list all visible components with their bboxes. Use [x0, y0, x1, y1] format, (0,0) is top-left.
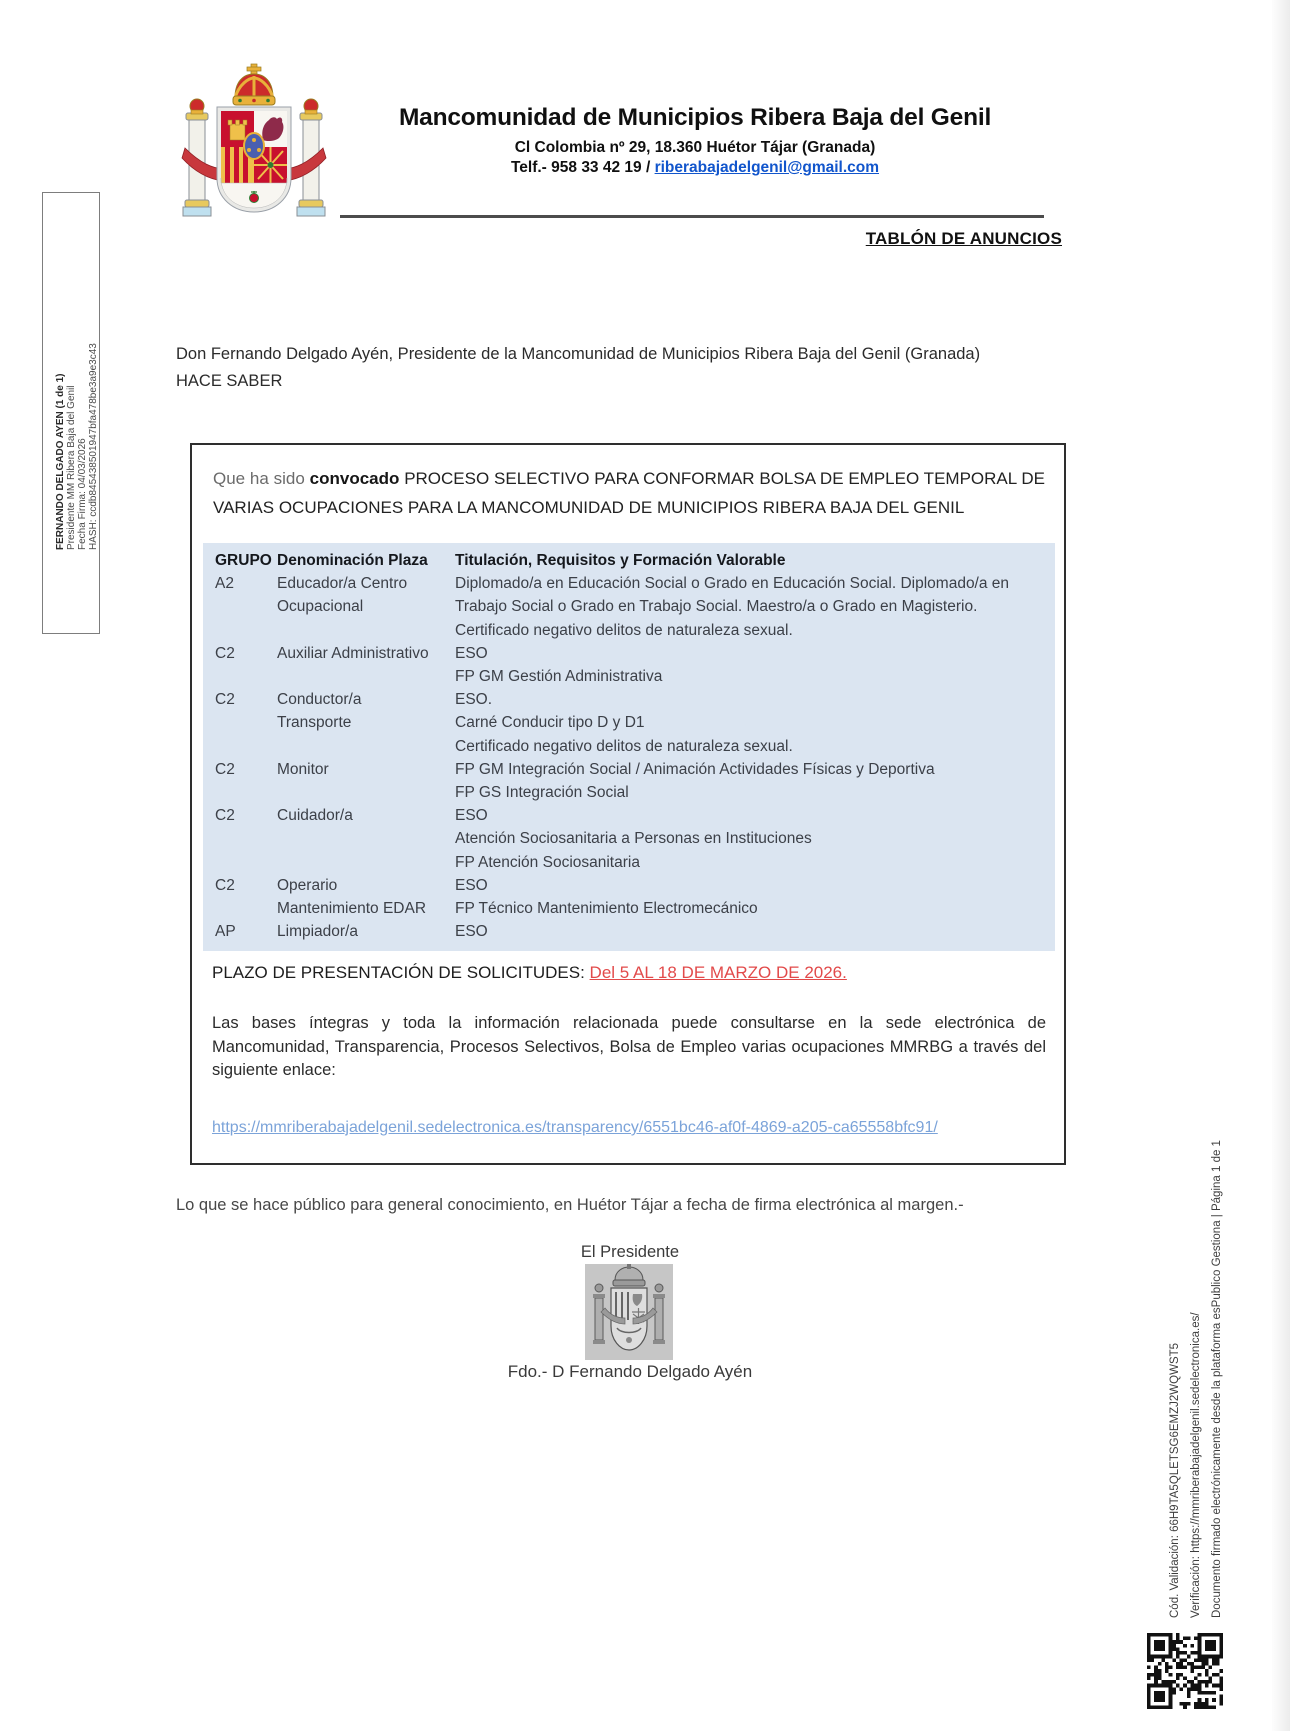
table-header-row: GRUPO Denominación Plaza Titulación, Requisitos y Formación Valorable: [215, 552, 786, 569]
table-row: C2 Monitor FP GM Integración Social / Animación Actividades Físicas y Deportiva FP GS Integración Social: [215, 760, 935, 802]
transparency-url-link[interactable]: https://mmriberabajadelgenil.sedelectronica.es/transparency/6551bc46-af0f-4869-a205-ca65558bfc91/: [212, 1119, 938, 1136]
stamp-coat-of-arms-icon: [585, 1264, 673, 1365]
validation-margin-text: [1165, 1093, 1228, 1618]
plazas-table: [203, 543, 1055, 951]
signature-date: Fecha Firma: 04/03/2026: [77, 438, 88, 550]
org-address: Cl Colombia nº 29, 18.360 Huétor Tájar (Granada): [514, 139, 876, 156]
qr-code: [1147, 1633, 1223, 1714]
verification-url: Verificación: https://mmriberabajadelgenil.sedelectronica.es/: [1190, 1312, 1202, 1618]
table-row: A2 Educador/a Centro Ocupacional Diplomado/a en Educación Social o Grado en Educación Social. Diplomado/a en Trabajo Social o Grado en Trabajo Social. Maestro/a o Grado en Magisterio. Certificado negativo delitos de naturaleza sexual.: [215, 575, 1010, 639]
notice-lead-rest: PROCESO SELECTIVO PARA CONFORMAR BOLSA DE EMPLEO TEMPORAL DE VARIAS OCUPACIONES PARA LA MANCOMUNIDAD DE MUNICIPIOS RIBERA BAJA DEL GENIL: [213, 469, 1045, 517]
platform-note: Documento firmado electrónicamente desde la plataforma esPublico Gestiona | Página 1 de 1: [1211, 1140, 1223, 1618]
hace-saber: HACE SABER: [176, 372, 283, 390]
deadline-date: Del 5 AL 18 DE MARZO DE 2026.: [589, 963, 847, 982]
signer-name: FERNANDO DELGADO AYEN (1 de 1): [55, 373, 66, 550]
public-notice-line: Lo que se hace público para general conocimiento, en Huétor Tájar a fecha de firma electrónica al margen.-: [176, 1196, 964, 1214]
org-phone: Telf.- 958 33 42 19 /: [510, 159, 655, 176]
table-row: C2 Operario Mantenimiento EDAR ESO FP Técnico Mantenimiento Electromecánico: [215, 876, 758, 918]
bases-paragraph: Las bases íntegras y toda la información relacionada puede consultarse en la sede electrónica de Mancomunidad, Transparencia, Procesos Selectivos, Bolsa de Empleo varias ocupaciones MMRBG a través del siguiente enlace:: [212, 1014, 1046, 1079]
signed-by-line: Fdo.- D Fernando Delgado Ayén: [507, 1362, 753, 1381]
table-row: C2 Cuidador/a ESO Atención Sociosanitaria a Personas en Instituciones FP Atención Sociosanitaria: [215, 807, 812, 871]
intro-line: Don Fernando Delgado Ayén, Presidente de la Mancomunidad de Municipios Ribera Baja del Genil (Granada): [176, 345, 981, 363]
header-divider: [340, 215, 1044, 218]
president-title: El Presidente: [580, 1243, 680, 1261]
notice-lead: [213, 465, 1045, 522]
board-label: TABLÓN DE ANUNCIOS: [865, 229, 1062, 248]
signature-hash: HASH: ccdb845438501947bfa478be3a9e3c43: [88, 343, 99, 550]
notice-lead-bold: convocado: [309, 469, 400, 488]
signer-role: Presidente MM Ribera Baja del Genil: [66, 385, 77, 550]
spain-coat-of-arms-icon: [178, 60, 330, 235]
signature-margin-text: [55, 190, 99, 550]
deadline-label: PLAZO DE PRESENTACIÓN DE SOLICITUDES:: [212, 963, 590, 982]
org-contact: [340, 159, 1050, 177]
scan-edge: [1272, 0, 1290, 1731]
table-row: C2 Auxiliar Administrativo ESO FP GM Gestión Administrativa: [215, 644, 663, 686]
table-row: C2 Conductor/a Transporte ESO. Carné Conducir tipo D y D1 Certificado negativo delitos de naturaleza sexual.: [215, 691, 793, 755]
org-title: Mancomunidad de Municipios Ribera Baja del Genil: [398, 104, 992, 131]
intro-paragraph: [176, 341, 1016, 395]
table-row: AP Limpiador/a ESO: [215, 923, 488, 941]
org-email-link[interactable]: riberabajadelgenil@gmail.com: [654, 159, 880, 176]
deadline-line: [212, 963, 847, 983]
notice-lead-plain: Que ha sido: [213, 469, 310, 488]
letterhead: [340, 104, 1050, 177]
validation-code: Cód. Validación: 66H9TA5QLETSG6EMZJ2WQWST5: [1169, 1342, 1181, 1618]
